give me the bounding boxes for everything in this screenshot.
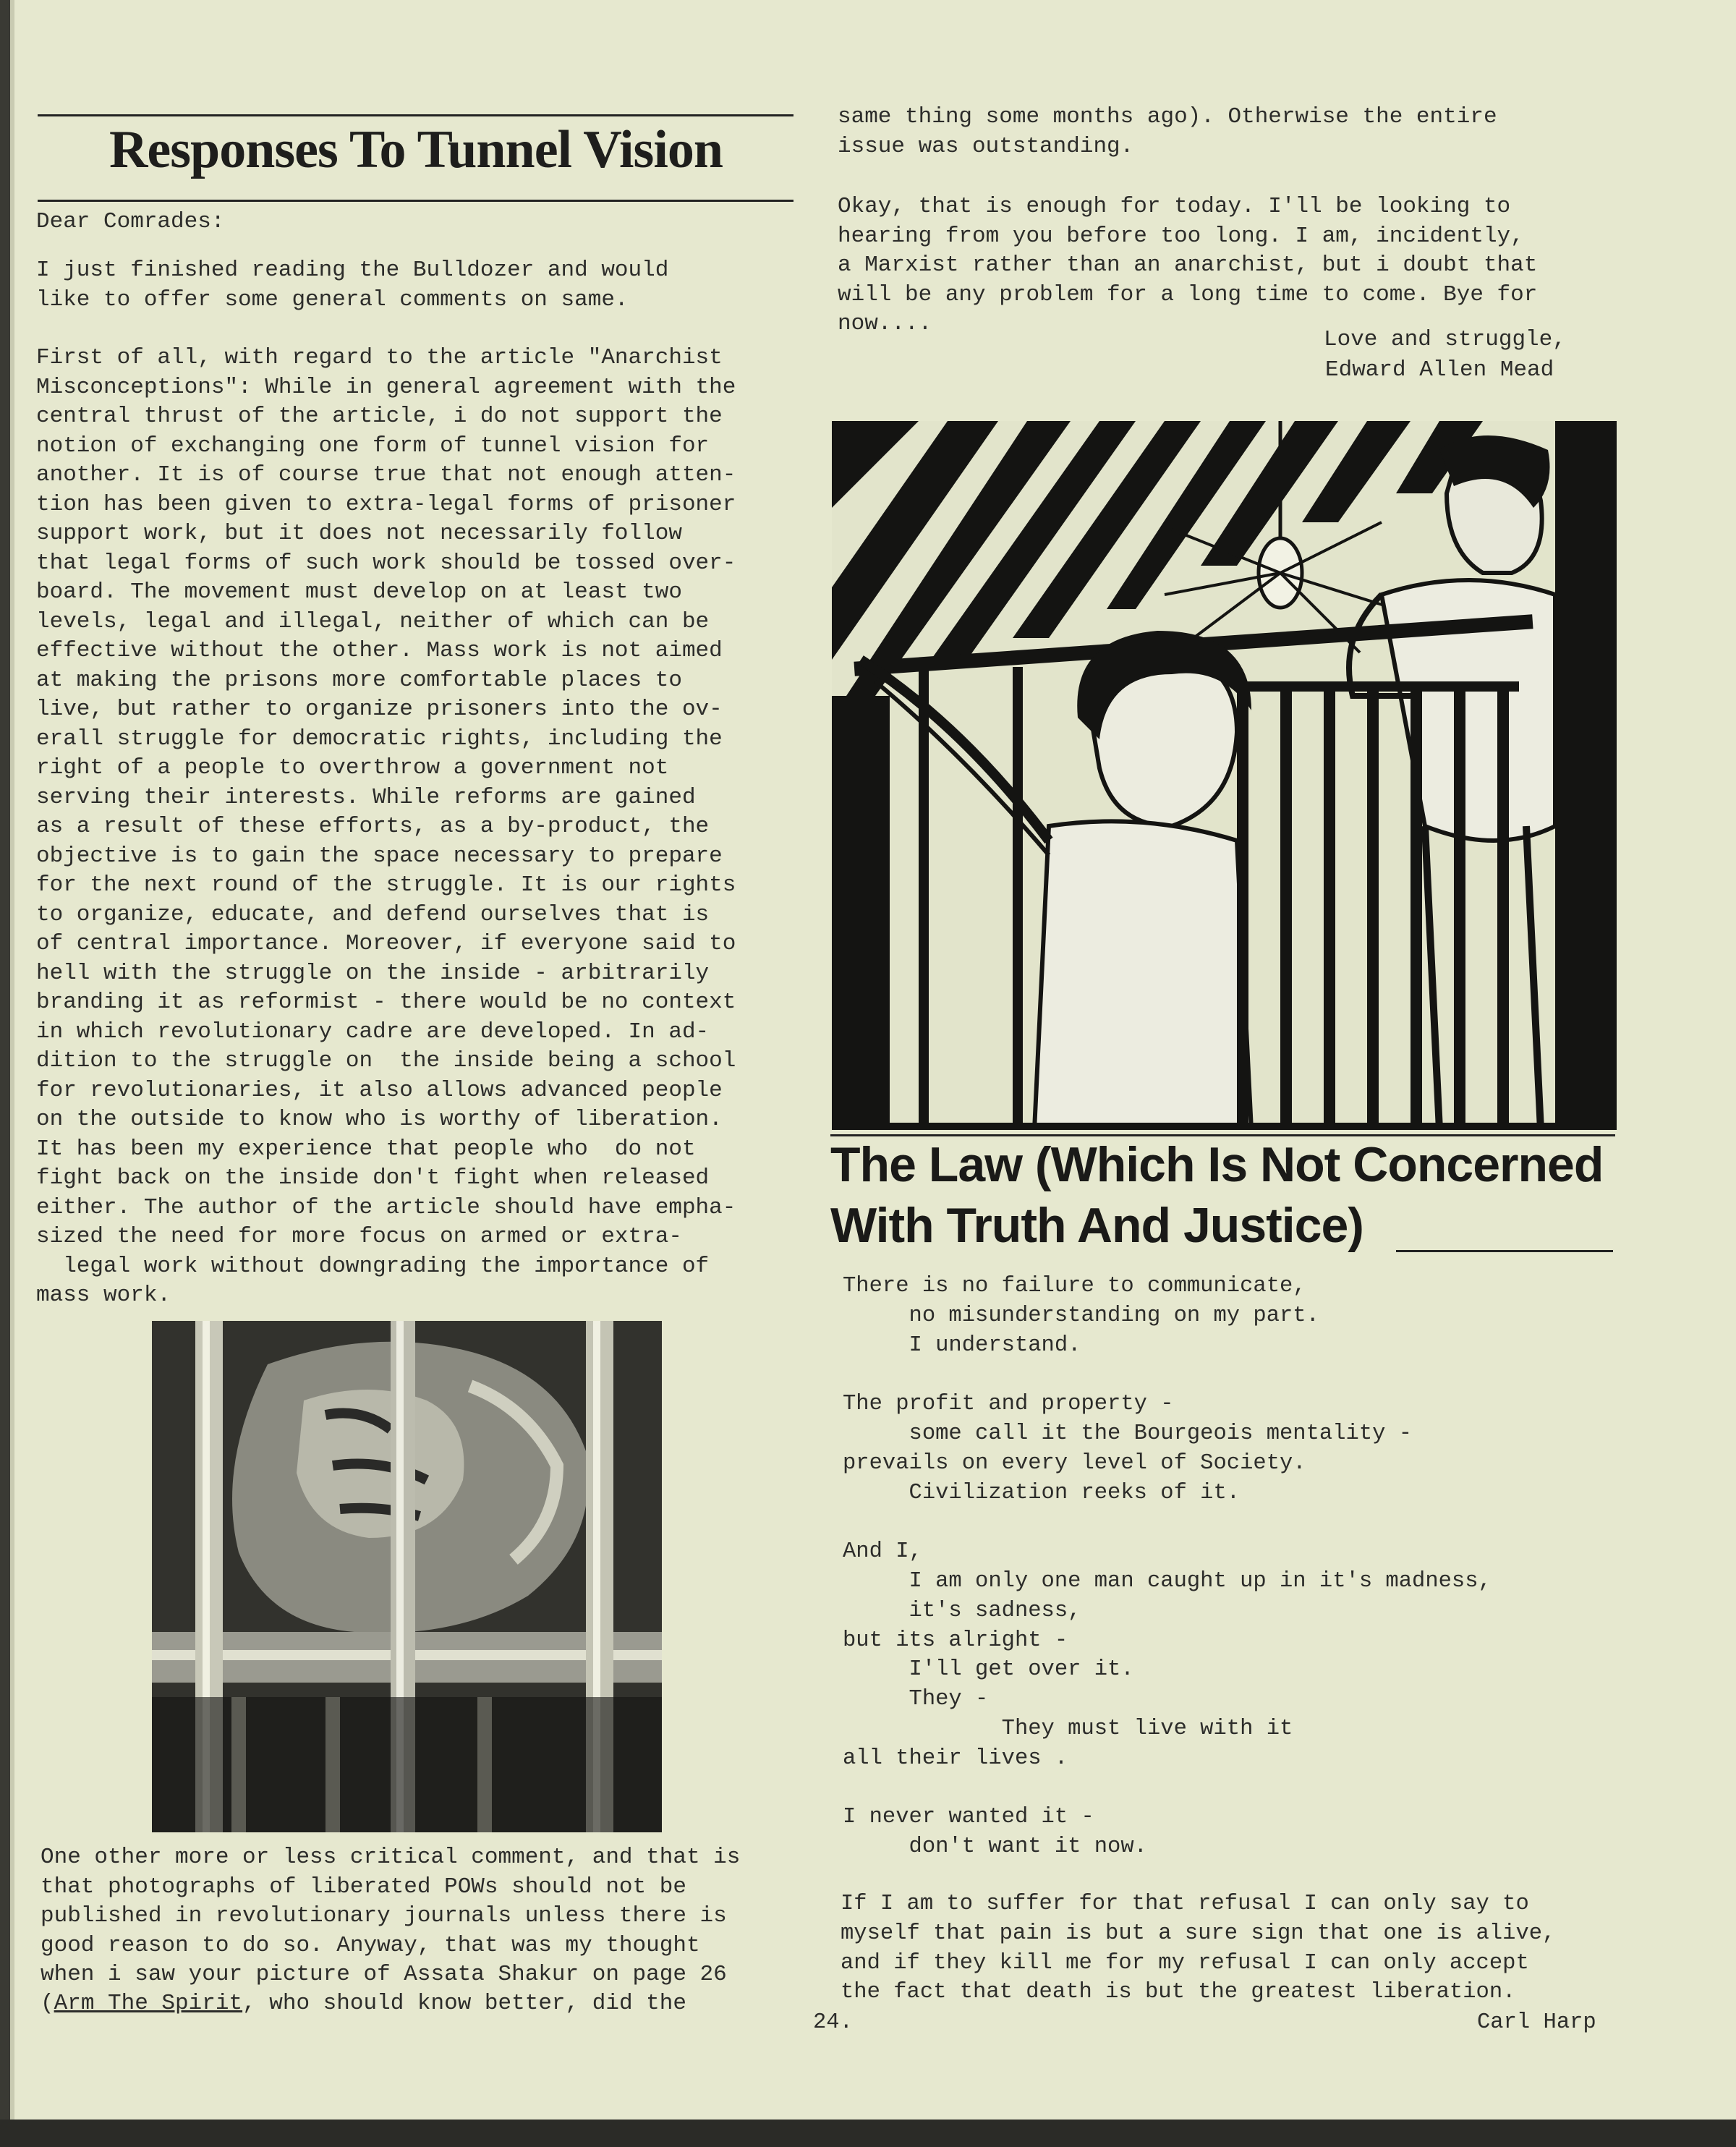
title-bottom-rule (38, 200, 793, 202)
poem-line: I am only one man caught up in it's madness, (843, 1568, 1492, 1594)
text-line: Misconceptions": While in general agreement with the (36, 374, 736, 400)
poem-line: prevails on every level of Society. (843, 1450, 1306, 1476)
text-line: First of all, with regard to the article "Anarchist (36, 345, 723, 370)
text-line: One other more or less critical comment, and that is (41, 1845, 741, 1870)
paragraph-1 (36, 256, 668, 315)
text-line: as a result of these efforts, as a by-product, the (36, 814, 710, 839)
poem-line: no misunderstanding on my part. (843, 1303, 1319, 1328)
text-line: that legal forms of such work should be tossed over- (36, 550, 736, 576)
text-line: good reason to do so. Anyway, that was my thought (41, 1932, 700, 1958)
signature: Edward Allen Mead (1325, 357, 1554, 383)
binding-spine (0, 0, 10, 2147)
text-line: hell with the struggle on the inside - arbitrarily (36, 960, 710, 986)
poem-title-bottom-rule (1396, 1250, 1613, 1252)
closing-paragraph (838, 192, 1537, 339)
poem-line (843, 1360, 1492, 1390)
prose-line: If I am to suffer for that refusal I can only say to (841, 1892, 1529, 1916)
text-line: serving their interests. While reforms are gained (36, 784, 696, 810)
paragraph-3-last-line: (Arm The Spirit, who should know better, did the (41, 1991, 686, 2016)
poem-line: all their lives . (843, 1746, 1068, 1771)
text-line: at making the prisons more comfortable places to (36, 667, 682, 693)
text-line: when i saw your picture of Assata Shakur on page 26 (41, 1962, 727, 1987)
poem-author: Carl Harp (1477, 2010, 1596, 2035)
text-line: I just finished reading the Bulldozer and would (36, 258, 669, 283)
text-line: another. It is of course true that not enough atten- (36, 462, 736, 488)
page-bottom-edge (0, 2120, 1736, 2147)
paragraph-2 (36, 344, 736, 1311)
arm-the-spirit-title: Arm The Spirit (54, 1991, 243, 2016)
text-line: right of a people to overthrow a government not (36, 755, 669, 781)
poem-line: don't want it now. (843, 1834, 1147, 1860)
poem-line: The profit and property - (843, 1392, 1174, 1417)
text-line: in which revolutionary cadre are developed. In ad- (36, 1019, 710, 1045)
text-line: objective is to gain the space necessary to prepare (36, 843, 723, 869)
text-line: published in revolutionary journals unless there is (41, 1903, 727, 1929)
poem-line: I understand. (843, 1332, 1081, 1358)
poem-line (843, 1774, 1492, 1803)
text-line: of central importance. Moreover, if everyone said to (36, 931, 736, 956)
text-line: for revolutionaries, it also allows advanced people (36, 1077, 723, 1103)
text-line: erall struggle for democratic rights, including the (36, 726, 723, 752)
text-line: Okay, that is enough for today. I'll be looking to (838, 194, 1511, 219)
text-line: on the outside to know who is worthy of liberation. (36, 1107, 723, 1132)
text-line: legal work without downgrading the importance of (36, 1253, 710, 1279)
poem-line: They - (843, 1687, 989, 1712)
text-line: for the next round of the struggle. It is our rights (36, 872, 736, 898)
text-line: a Marxist rather than an anarchist, but i doubt that (838, 252, 1538, 278)
poem-title: The Law (Which Is Not Concerned With Truth And Justice) (830, 1137, 1604, 1253)
poem-body (843, 1272, 1492, 1862)
text-line: effective without the other. Mass work is not aimed (36, 638, 723, 663)
text-line: that photographs of liberated POWs should not be (41, 1874, 686, 1900)
fist-behind-bars-photo (152, 1321, 662, 1832)
text-line: fight back on the inside don't fight when released (36, 1165, 710, 1191)
text-line: will be any problem for a long time to come. Bye for (838, 281, 1538, 307)
text-line: issue was outstanding. (838, 133, 1134, 159)
poem-line: it's sadness, (843, 1598, 1081, 1623)
paragraph-3 (41, 1843, 740, 1990)
poem-line: There is no failure to communicate, (843, 1274, 1306, 1298)
closing-line: Love and struggle, (1324, 327, 1566, 352)
prose-line: the fact that death is but the greatest liberation. (841, 1980, 1516, 2005)
text-line: live, but rather to organize prisoners into the ov- (36, 697, 723, 722)
binding-shadow (10, 0, 14, 2147)
text-line: notion of exchanging one form of tunnel vision for (36, 433, 710, 459)
article-title: Responses To Tunnel Vision (109, 120, 723, 179)
poem-line: They must live with it (843, 1716, 1293, 1741)
prose-line: and if they kill me for my refusal I can only accept (841, 1950, 1529, 1976)
text-line: board. The movement must develop on at least two (36, 579, 682, 605)
text-line: tion has been given to extra-legal forms of prisoner (36, 491, 736, 517)
prisoners-behind-bars-illustration (832, 421, 1617, 1130)
title-top-rule (38, 114, 793, 116)
text-line: It has been my experience that people who do not (36, 1136, 696, 1162)
poem-line: Civilization reeks of it. (843, 1480, 1241, 1505)
prose-line: myself that pain is but a sure sign that one is alive, (841, 1921, 1556, 1946)
text-line: same thing some months ago). Otherwise the entire (838, 104, 1497, 129)
poem-line: And I, (843, 1539, 922, 1565)
continuation-paragraph (838, 103, 1497, 161)
poem-line: I'll get over it. (843, 1657, 1134, 1683)
text-line: levels, legal and illegal, neither of which can be (36, 608, 710, 634)
text-line: branding it as reformist - there would be no context (36, 990, 736, 1015)
poem-line: but its alright - (843, 1628, 1068, 1653)
text-line: dition to the struggle on the inside being a school (36, 1048, 736, 1074)
text-line: to organize, educate, and defend ourselves that is (36, 901, 710, 927)
salutation: Dear Comrades: (36, 209, 225, 234)
poem-line (843, 1508, 1492, 1537)
text-line: sized the need for more focus on armed or extra- (36, 1224, 682, 1249)
text-line: either. The author of the article should have empha- (36, 1194, 736, 1220)
text-line: now.... (838, 311, 932, 336)
poem-line: I never wanted it - (843, 1805, 1094, 1830)
text-line: hearing from you before too long. I am, incidently, (838, 223, 1524, 249)
poem-line: some call it the Bourgeois mentality - (843, 1421, 1413, 1446)
text-line: like to offer some general comments on same. (36, 286, 629, 313)
page-number: 24. (813, 2010, 853, 2035)
text-line: mass work. (36, 1283, 171, 1308)
text-line: support work, but it does not necessarily follow (36, 521, 682, 546)
text-line: central thrust of the article, i do not support the (36, 404, 723, 429)
poem-prose (841, 1889, 1555, 2007)
